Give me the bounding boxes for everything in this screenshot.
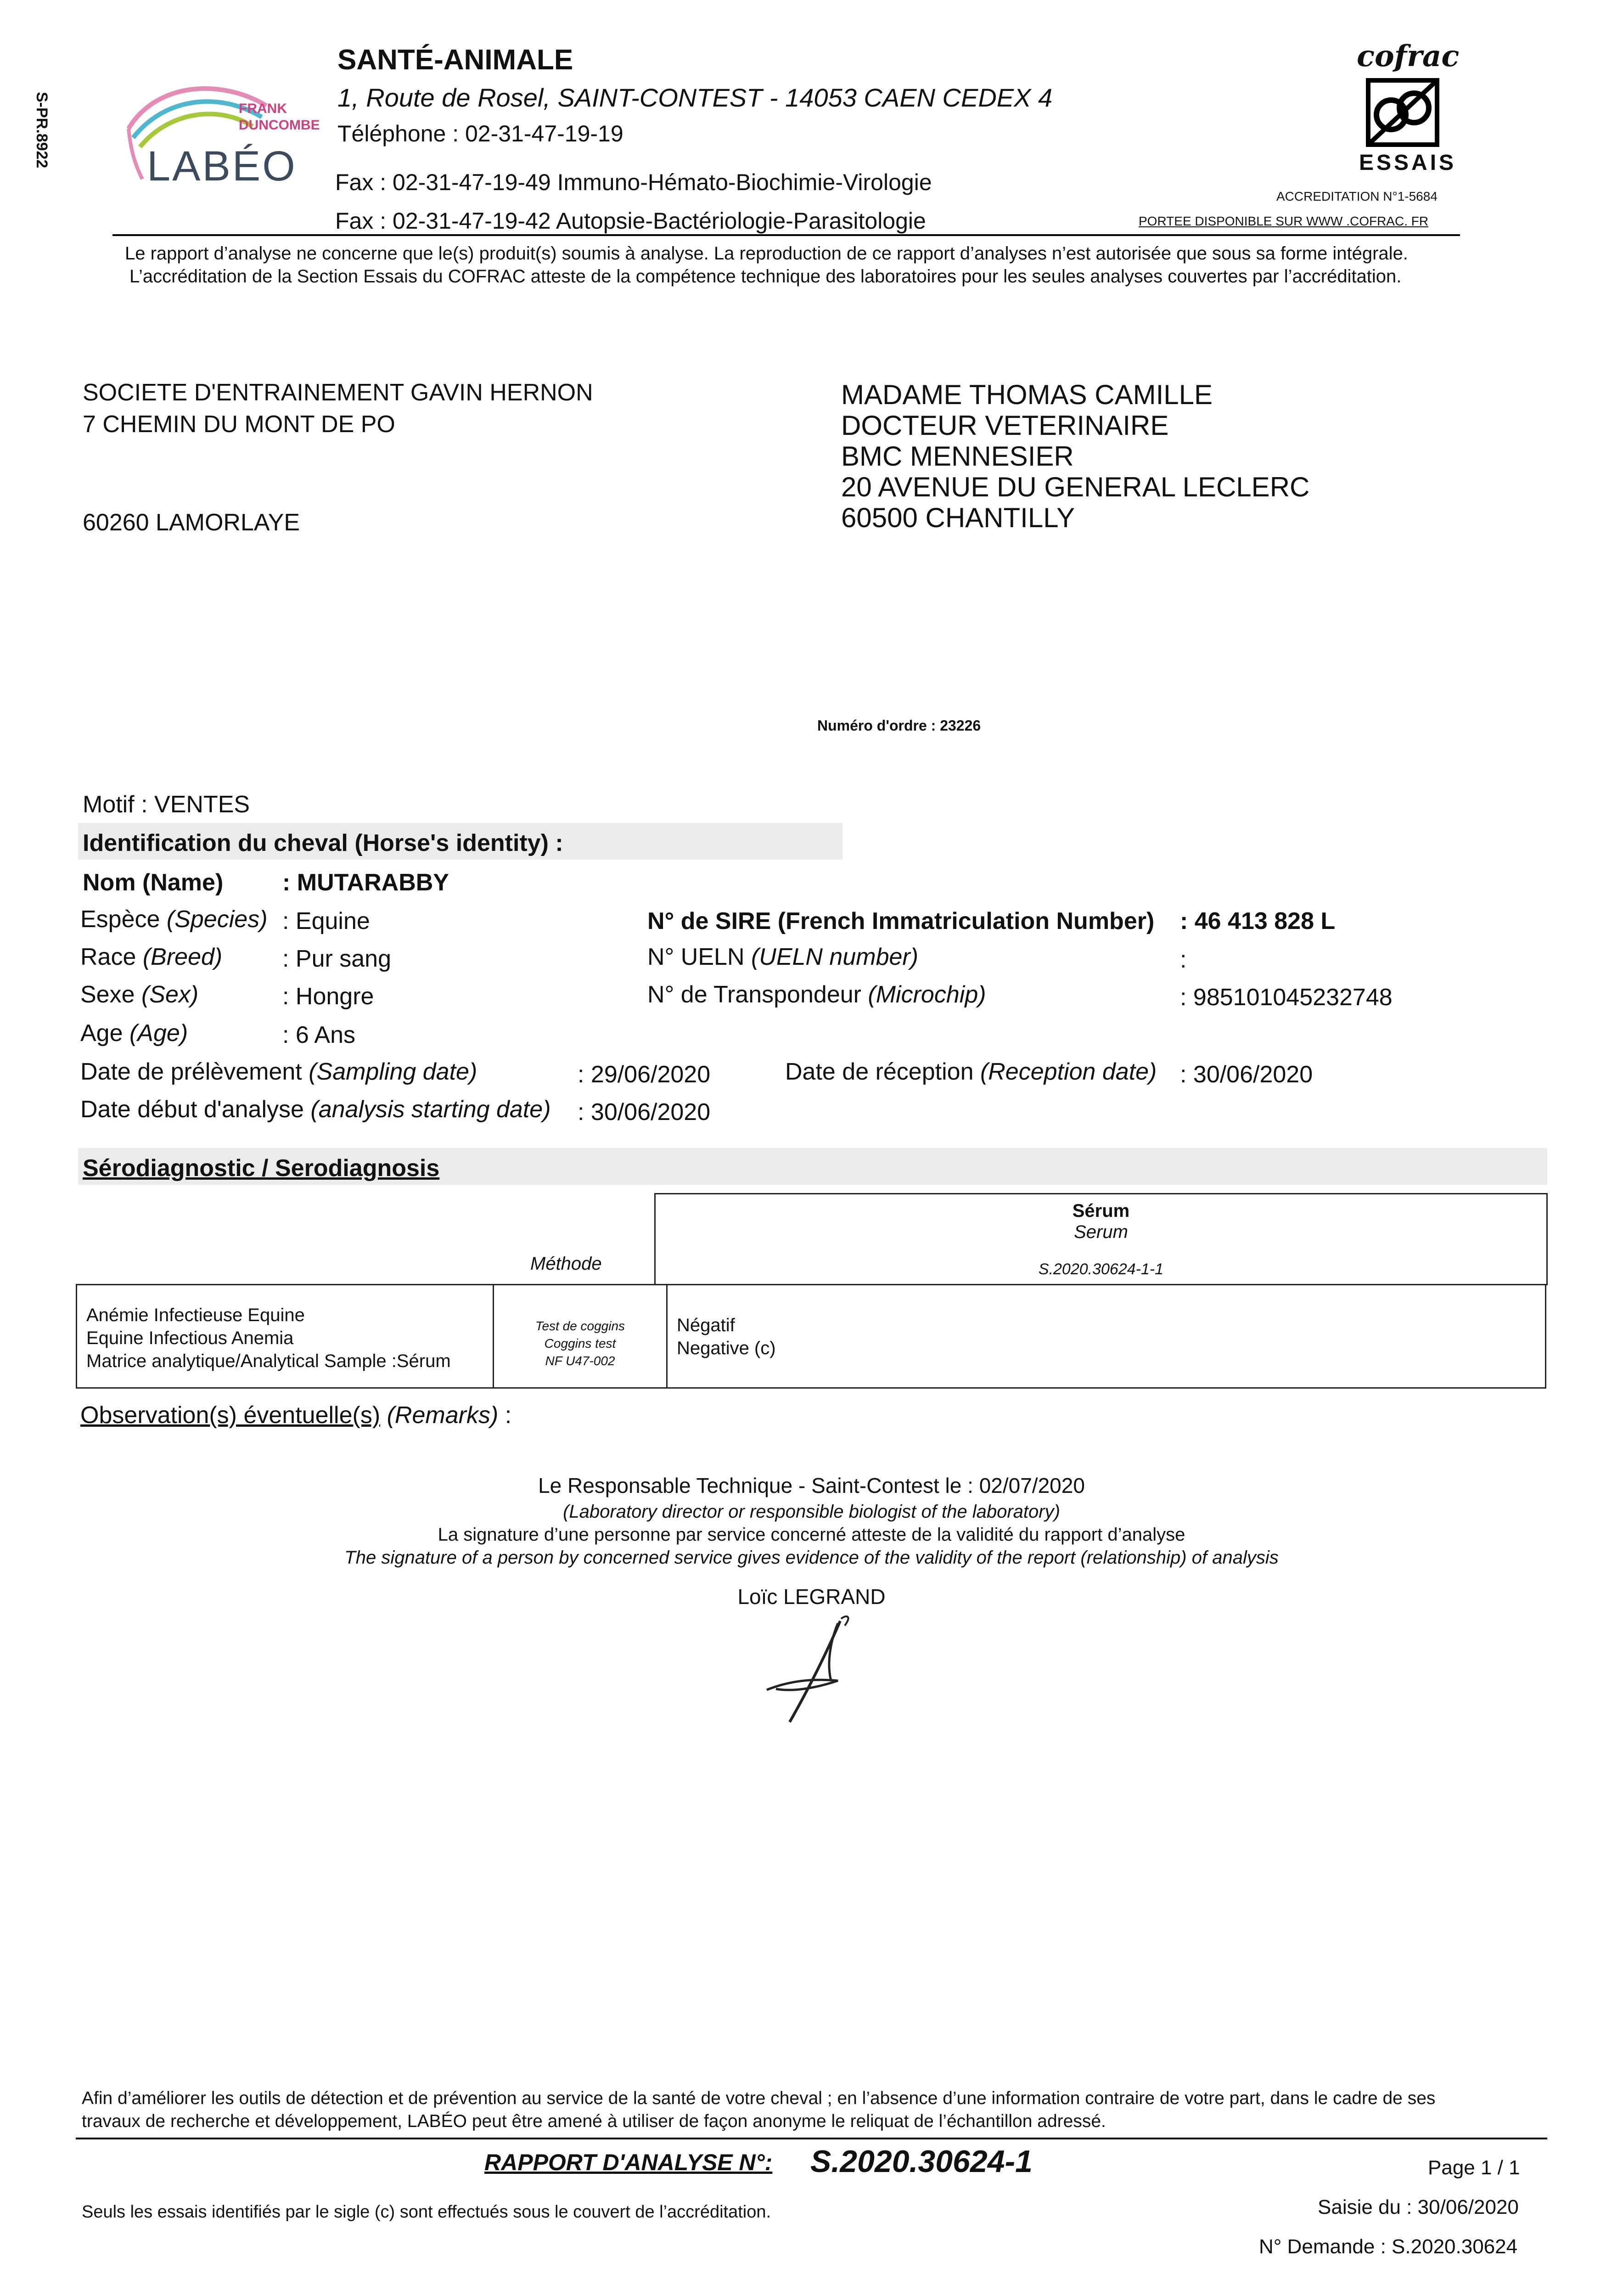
recipient-line-4: 20 AVENUE DU GENERAL LECLERC (841, 472, 1310, 502)
name-label: Nom (Name) (83, 869, 224, 896)
sex-label (80, 981, 198, 1008)
table-row (77, 1285, 1546, 1388)
analysis-matrix: Matrice analytique/Analytical Sample :Sérum (86, 1351, 451, 1371)
sex-label-en: (Sex) (141, 981, 199, 1008)
reception-date-label (785, 1058, 1157, 1086)
analysis-fr: Anémie Infectieuse Equine (86, 1305, 305, 1325)
logo-main: LABÉO (147, 143, 297, 190)
signature-line-3: La signature d’une personne par service concerné atteste de la validité du rapport d’analyse (438, 1525, 1185, 1545)
species-value: : Equine (282, 908, 370, 934)
serodiagnosis-header: Sérodiagnostic / Serodiagnosis (83, 1155, 440, 1182)
method-header: Méthode (530, 1254, 602, 1274)
ueln-label (647, 943, 918, 971)
labeo-logo (115, 73, 326, 193)
footer-notice-2: travaux de recherche et développement, LABÉO peut être amené à utiliser de façon anonyme le reliquat de l’échantillon adressé. (82, 2111, 1106, 2131)
lab-fax-1: Fax : 02-31-47-19-49 Immuno-Hémato-Biochimie-Virologie (335, 169, 932, 195)
transponder-label (647, 981, 986, 1008)
sampling-date-label-en: (Sampling date) (309, 1058, 477, 1085)
signature-line-1: Le Responsable Technique - Saint-Contest le : 02/07/2020 (538, 1474, 1085, 1497)
sample-header-box (654, 1193, 1548, 1285)
sex-label-fr: Sexe (80, 981, 141, 1008)
lab-fax-2: Fax : 02-31-47-19-42 Autopsie-Bactériologie-Parasitologie (335, 208, 926, 234)
remarks-suffix: : (498, 1402, 512, 1429)
breed-label (80, 943, 222, 971)
cofrac-logo (1354, 39, 1460, 177)
method-cell (494, 1285, 667, 1388)
sampling-date-value: : 29/06/2020 (578, 1061, 711, 1088)
age-label (80, 1019, 188, 1047)
analysis-en: Equine Infectious Anemia (86, 1328, 294, 1348)
sampling-date-label (80, 1058, 477, 1086)
sample-header-en: Serum (1074, 1222, 1128, 1242)
method-line-3: NF U47-002 (545, 1354, 615, 1368)
saisie-date: Saisie du : 30/06/2020 (1318, 2196, 1519, 2218)
page-number: Page 1 / 1 (1428, 2156, 1520, 2179)
lab-phone: Téléphone : 02-31-47-19-19 (337, 121, 623, 146)
accreditation-note: Seuls les essais identifiés par le sigle (c) sont effectués sous le couvert de l’accréditation. (82, 2202, 771, 2222)
disclaimer-1: Le rapport d’analyse ne concerne que le(s) produit(s) soumis à analyse. La reproduction de ce rapport d’analyses n’est autorisée que sous sa forme intégrale. (125, 243, 1408, 264)
start-date-label-fr: Date début d'analyse (80, 1096, 311, 1123)
signatory-name: Loïc LEGRAND (737, 1585, 886, 1609)
recipient-line-5: 60500 CHANTILLY (841, 502, 1075, 533)
cofrac-portee-link[interactable]: PORTEE DISPONIBLE SUR WWW .COFRAC. FR (1139, 214, 1429, 228)
transponder-label-en: (Microchip) (868, 981, 986, 1008)
start-date-value: : 30/06/2020 (578, 1099, 711, 1125)
recipient-line-1: MADAME THOMAS CAMILLE (841, 379, 1213, 410)
reception-date-label-fr: Date de réception (785, 1058, 980, 1085)
species-label (80, 906, 268, 933)
species-label-fr: Espèce (80, 906, 167, 933)
sire-value: : 46 413 828 L (1180, 908, 1336, 934)
breed-label-fr: Race (80, 944, 143, 970)
logo-line2: DUNCOMBE (239, 118, 320, 133)
cofrac-top: cofrac (1357, 39, 1460, 73)
remarks-label-en: (Remarks) (380, 1402, 499, 1429)
lab-name: SANTÉ-ANIMALE (337, 44, 573, 76)
header-divider (112, 234, 1460, 236)
recipient-line-2: DOCTEUR VETERINAIRE (841, 410, 1169, 441)
handwritten-signature (758, 1612, 868, 1731)
report-number: S.2020.30624-1 (810, 2144, 1033, 2179)
cofrac-bottom: ESSAIS (1359, 151, 1457, 175)
ueln-value: : (1180, 946, 1187, 973)
sample-header-fr: Sérum (1072, 1201, 1130, 1221)
cofrac-emblem-icon (1359, 76, 1451, 149)
motif: Motif : VENTES (83, 791, 250, 818)
cofrac-accreditation: ACCREDITATION N°1-5684 (1276, 189, 1438, 203)
result-en: Negative (c) (677, 1338, 776, 1358)
species-label-en: (Species) (166, 906, 268, 933)
breed-label-en: (Breed) (142, 944, 223, 970)
analysis-cell (77, 1285, 494, 1388)
disclaimer-2: L’accréditation de la Section Essais du COFRAC atteste de la compétence technique des laboratoires pour les seules analyses couvertes par l’accréditation. (129, 266, 1402, 287)
method-line-2: Coggins test (544, 1336, 616, 1351)
signature-line-4: The signature of a person by concerned service gives evidence of the validity of the report (relationship) of analysis (344, 1548, 1279, 1568)
logo-line1: FRANK (239, 101, 287, 116)
remarks-label: Observation(s) éventuelle(s) (80, 1402, 381, 1429)
start-date-label-en: (analysis starting date) (310, 1096, 551, 1123)
signature-line-2: (Laboratory director or responsible biologist of the laboratory) (563, 1502, 1060, 1522)
remarks (80, 1401, 511, 1429)
sample-id: S.2020.30624-1-1 (1038, 1261, 1164, 1278)
method-line-1: Test de coggins (535, 1319, 625, 1333)
side-code: S-PR.8922 (33, 92, 51, 169)
owner-line-1: SOCIETE D'ENTRAINEMENT GAVIN HERNON (83, 379, 593, 406)
breed-value: : Pur sang (282, 945, 392, 972)
owner-line-3: 60260 LAMORLAYE (83, 509, 300, 536)
start-date-label (80, 1096, 551, 1123)
age-label-fr: Age (80, 1020, 129, 1047)
sex-value: : Hongre (282, 983, 374, 1010)
footer-notice-1: Afin d’améliorer les outils de détection et de prévention au service de la santé de votre cheval ; en l’absence d’une information contraire de votre part, dans le cadre de ses (82, 2088, 1436, 2108)
demande-number: N° Demande : S.2020.30624 (1259, 2235, 1518, 2258)
owner-line-2: 7 CHEMIN DU MONT DE PO (83, 411, 395, 438)
result-cell (667, 1285, 1546, 1388)
ueln-label-fr: N° UELN (647, 944, 751, 970)
lab-address: 1, Route de Rosel, SAINT-CONTEST - 14053 CAEN CEDEX 4 (337, 83, 1053, 112)
age-value: : 6 Ans (282, 1022, 355, 1048)
transponder-value: : 985101045232748 (1180, 984, 1393, 1011)
name-value: : MUTARABBY (282, 869, 449, 896)
sire-label: N° de SIRE (French Immatriculation Number) (647, 908, 1155, 934)
sampling-date-label-fr: Date de prélèvement (80, 1058, 309, 1085)
identification-header: Identification du cheval (Horse's identity) : (83, 830, 563, 856)
result-fr: Négatif (677, 1315, 735, 1335)
transponder-label-fr: N° de Transpondeur (647, 981, 868, 1008)
order-number: Numéro d'ordre : 23226 (817, 717, 981, 734)
results-table (76, 1284, 1546, 1389)
footer-divider (76, 2138, 1547, 2139)
report-label: RAPPORT D'ANALYSE N°: (484, 2150, 773, 2175)
reception-date-label-en: (Reception date) (980, 1058, 1157, 1085)
reception-date-value: : 30/06/2020 (1180, 1061, 1313, 1088)
age-label-en: (Age) (129, 1020, 188, 1047)
recipient-line-3: BMC MENNESIER (841, 441, 1074, 472)
ueln-label-en: (UELN number) (751, 944, 919, 970)
